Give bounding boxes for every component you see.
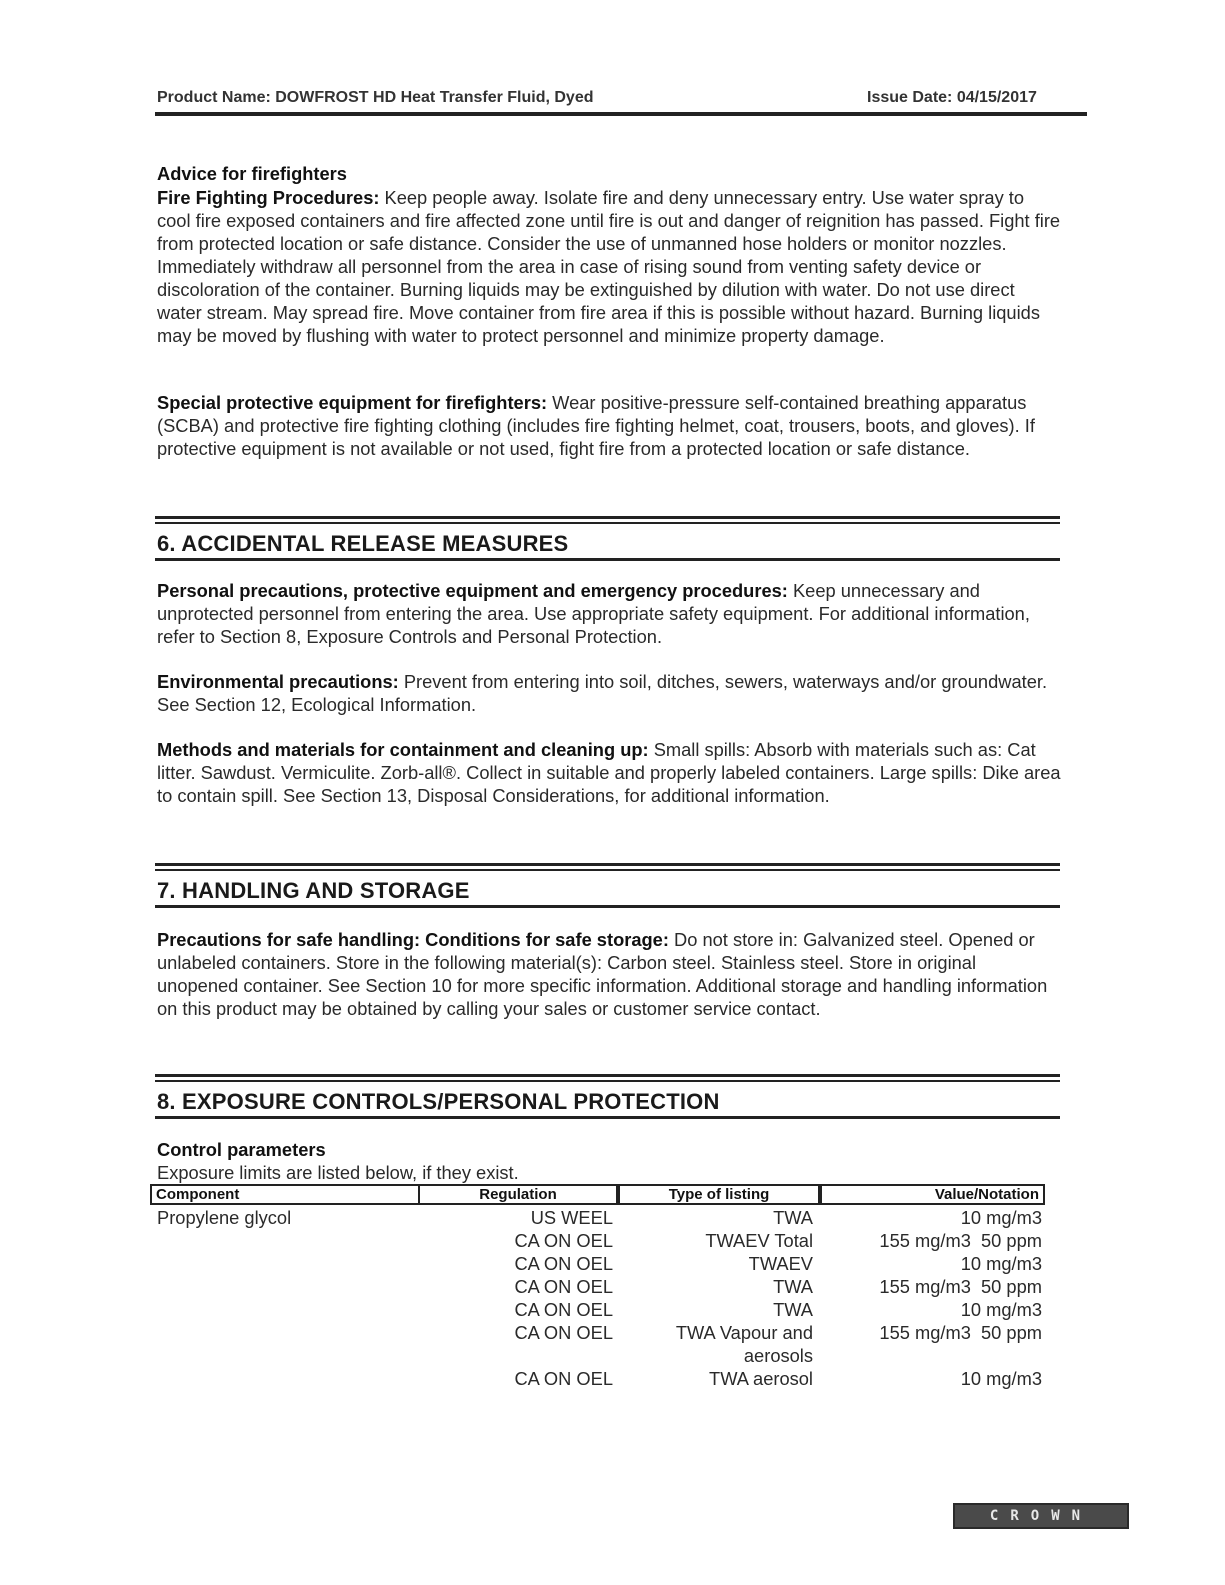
section6-top-rule	[155, 516, 1060, 524]
cell-regulation: CA ON OEL	[514, 1322, 613, 1343]
header-issue-date: Issue Date: 04/15/2017	[867, 89, 1037, 106]
personal-label: Personal precautions, protective equipment and emergency procedures:	[157, 580, 788, 601]
handling-label: Precautions for safe handling: Conditions for safe storage:	[157, 929, 669, 950]
cell-type: TWA	[773, 1276, 813, 1297]
cell-value: 155 mg/m3 50 ppm	[879, 1230, 1042, 1251]
cell-type-continuation: aerosols	[743, 1345, 813, 1366]
fire-fighting-text: Keep people away. Isolate fire and deny unnecessary entry. Use water spray to cool fire exposed containers and fire affected zone until fire is out and danger of reignition has passed. Fight fire from protected location or safe distance. Consider the use of unmanned hose holders or monitor nozzles. Immediately withdraw all personnel from the area in case of rising sound from venting safety device or discoloration of the container. Burning liquids may be extinguished by dilution with water. Do not use direct water stream. May spread fire. Move container from fire area if this is possible without hazard. Burning liquids may be moved by flushing with water to protect personnel and minimize property damage.	[157, 187, 1061, 346]
col-header-component: Component	[150, 1184, 420, 1205]
section6-title: 6. ACCIDENTAL RELEASE MEASURES	[157, 531, 569, 556]
cell-regulation: CA ON OEL	[514, 1299, 613, 1320]
cell-value: 10 mg/m3	[960, 1368, 1042, 1389]
methods-label: Methods and materials for containment and cleaning up:	[157, 739, 649, 760]
section6-bottom-rule	[155, 558, 1060, 561]
cell-type: TWAEV	[748, 1253, 813, 1274]
section8-top-rule	[155, 1074, 1060, 1082]
cell-value: 155 mg/m3 50 ppm	[879, 1276, 1042, 1297]
fire-fighting-label: Fire Fighting Procedures:	[157, 187, 380, 208]
cell-regulation: CA ON OEL	[514, 1253, 613, 1274]
personal-precautions	[157, 579, 1062, 648]
cell-component: Propylene glycol	[157, 1207, 292, 1228]
cell-regulation: CA ON OEL	[514, 1276, 613, 1297]
cell-value: 10 mg/m3	[960, 1299, 1042, 1320]
cell-type: TWA aerosol	[709, 1368, 813, 1389]
methods-text: Small spills: Absorb with materials such as: Cat litter. Sawdust. Vermiculite. Zorb-all®. Collect in suitable and properly labeled containers. Large spills: Dike area to contain spill. See Section 13, Disposal Considerations, for additional information.	[157, 739, 1061, 806]
logo-text: CROWN	[989, 1508, 1093, 1524]
cell-regulation: US WEEL	[530, 1207, 613, 1228]
crown-logo	[953, 1503, 1129, 1529]
cell-type: TWAEV Total	[705, 1230, 813, 1251]
section8-bottom-rule	[155, 1116, 1060, 1119]
cell-type: TWA Vapour and	[675, 1322, 813, 1343]
cell-value: 10 mg/m3	[960, 1207, 1042, 1228]
col-header-regulation: Regulation	[418, 1184, 618, 1205]
env-text: Prevent from entering into soil, ditches, sewers, waterways and/or groundwater. See Section 12, Ecological Information.	[157, 671, 1048, 715]
cell-regulation: CA ON OEL	[514, 1230, 613, 1251]
personal-text: Keep unnecessary and unprotected personnel from entering the area. Use appropriate safety equipment. For additional information, refer to Section 8, Exposure Controls and Personal Protection.	[157, 580, 1030, 647]
cell-type: TWA	[773, 1299, 813, 1320]
cell-value: 10 mg/m3	[960, 1253, 1042, 1274]
containment-methods	[157, 738, 1062, 807]
env-label: Environmental precautions:	[157, 671, 399, 692]
control-intro: Exposure limits are listed below, if they exist.	[157, 1162, 519, 1183]
section7-title: 7. HANDLING AND STORAGE	[157, 878, 470, 903]
special-text: Wear positive-pressure self-contained breathing apparatus (SCBA) and protective fire fighting clothing (includes fire fighting helmet, coat, trousers, boots, and gloves). If protective equipment is not available or not used, fight fire from a protected location or safe distance.	[157, 392, 1035, 459]
cell-type: TWA	[773, 1207, 813, 1228]
header-rule	[155, 112, 1087, 116]
fire-fighting-procedures	[157, 186, 1062, 347]
handling-text: Do not store in: Galvanized steel. Opened or unlabeled containers. Store in the following material(s): Carbon steel. Stainless steel. Store in original unopened container. See Section 10 for more specific information. Additional storage and handling information on this product may be obtained by calling your sales or customer service contact.	[157, 929, 1048, 1019]
special-protective-equipment	[157, 391, 1062, 460]
cell-regulation: CA ON OEL	[514, 1368, 613, 1389]
header-product-name: Product Name: DOWFROST HD Heat Transfer Fluid, Dyed	[157, 89, 594, 106]
col-header-type: Type of listing	[618, 1184, 820, 1205]
environmental-precautions	[157, 670, 1062, 716]
control-parameters-heading: Control parameters	[157, 1139, 326, 1160]
col-header-value: Value/Notation	[820, 1184, 1045, 1205]
page-header-cut-text	[157, 89, 1087, 106]
exposure-table-header	[150, 1184, 1045, 1205]
handling-storage-text	[157, 928, 1062, 1020]
section7-top-rule	[155, 863, 1060, 871]
cell-value: 155 mg/m3 50 ppm	[879, 1322, 1042, 1343]
advice-heading: Advice for firefighters	[157, 163, 347, 184]
special-label: Special protective equipment for firefighters:	[157, 392, 548, 413]
section7-bottom-rule	[155, 905, 1060, 908]
section8-title: 8. EXPOSURE CONTROLS/PERSONAL PROTECTION	[157, 1089, 720, 1114]
